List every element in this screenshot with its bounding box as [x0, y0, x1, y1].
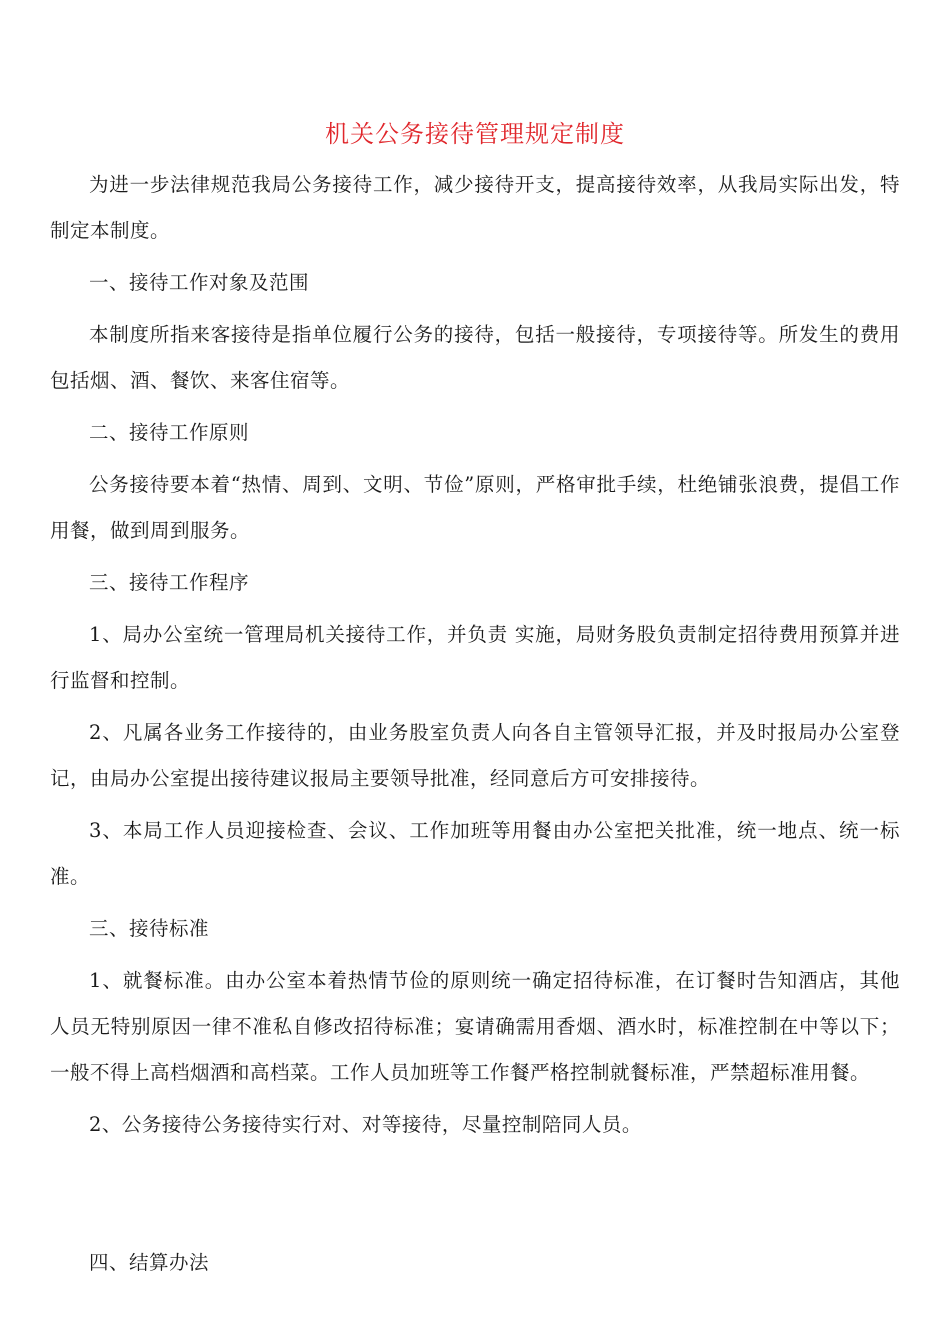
procedure-item: 3、本局工作人员迎接检查、会议、工作加班等用餐由办公室把关批准，统一地点、统一标准。 [50, 819, 900, 888]
section-body-scope: 本制度所指来客接待是指单位履行公务的接待，包括一般接待，专项接待等。所发生的费用包括烟、酒、餐饮、来客住宿等。 [50, 323, 900, 392]
section-heading-principles: 二、接待工作原则 [89, 421, 250, 444]
section-heading-procedure: 三、接待工作程序 [89, 571, 250, 594]
section-heading-standards: 三、接待标准 [89, 917, 210, 940]
section-heading-settlement: 四、结算办法 [89, 1251, 210, 1274]
document-title: 机关公务接待管理规定制度 [325, 120, 625, 148]
standards-item: 2、公务接待公务接待实行对、对等接待，尽量控制陪同人员。 [89, 1113, 642, 1136]
blank-space [50, 1148, 900, 1240]
section-body-principles: 公务接待要本着“热情、周到、文明、节俭”原则，严格审批手续，杜绝铺张浪费，提倡工作用餐，做到周到服务。 [50, 473, 900, 542]
procedure-item: 2、凡属各业务工作接待的，由业务股室负责人向各自主管领导汇报，并及时报局办公室登记，由局办公室提出接待建议报局主要领导批准，经同意后方可安排接待。 [50, 721, 900, 790]
procedure-item: 1、局办公室统一管理局机关接待工作，并负责 实施，局财务股负责制定招待费用预算并进行监督和控制。 [50, 623, 900, 692]
standards-item: 1、就餐标准。由办公室本着热情节俭的原则统一确定招待标准，在订餐时告知酒店，其他人员无特别原因一律不准私自修改招待标准；宴请确需用香烟、酒水时，标准控制在中等以下；一般不得上高档烟酒和高档菜。工作人员加班等工作餐严格控制就餐标准，严禁超标准用餐。 [50, 969, 900, 1084]
document-page [50, 112, 900, 1286]
intro-paragraph: 为进一步法律规范我局公务接待工作，减少接待开支，提高接待效率，从我局实际出发，特制定本制度。 [50, 173, 900, 242]
section-heading-scope: 一、接待工作对象及范围 [89, 271, 310, 294]
